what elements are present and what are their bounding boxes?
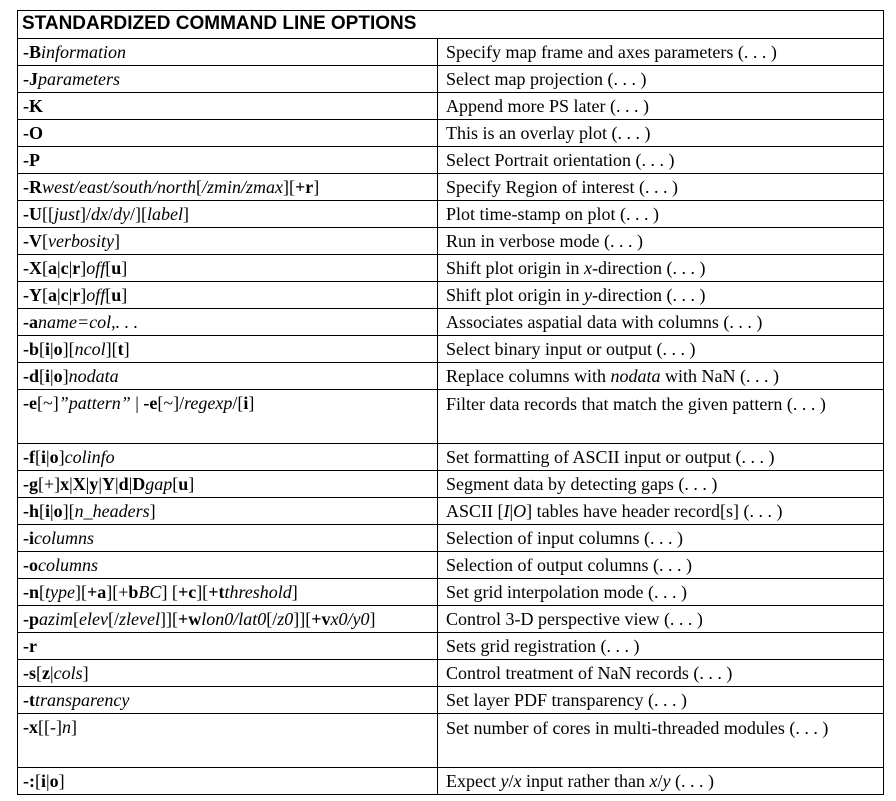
option-cell-fragment: t — [117, 339, 124, 359]
table-row — [18, 201, 884, 228]
option-cell-fragment: zlevel — [119, 609, 160, 629]
description-cell-fragment: x — [649, 771, 658, 791]
option-cell-fragment: parameters — [38, 69, 120, 89]
option-cell-fragment: ] [ — [161, 582, 178, 602]
description-cell-fragment: ASCII [ — [446, 501, 504, 521]
option-cell-fragment: -J — [23, 69, 38, 89]
table-row — [18, 66, 884, 93]
description-cell-fragment: y — [584, 285, 593, 305]
option-cell-fragment: gap — [145, 474, 173, 494]
description-cell-fragment: Select binary input or output (. . . ) — [446, 339, 696, 359]
description-cell-fragment: This is an overlay plot (. . . ) — [446, 123, 651, 143]
option-cell-fragment: columns — [38, 555, 98, 575]
option-cell-fragment: | — [68, 258, 73, 278]
option-cell-fragment: ] — [248, 393, 255, 413]
option-cell-fragment: ] — [183, 204, 190, 224]
option-cell-fragment: ][ — [62, 339, 75, 359]
option-cell-fragment: off — [86, 258, 106, 278]
option-cell-fragment: -p — [23, 609, 40, 629]
option-cell-fragment: / — [108, 204, 114, 224]
option-cell-fragment: u — [178, 474, 189, 494]
table-header-row — [18, 11, 884, 39]
option-cell-fragment: +t — [208, 582, 225, 602]
option-cell-fragment: /[ — [232, 393, 244, 413]
option-cell-fragment: -i — [23, 528, 34, 548]
description-cell — [438, 525, 884, 552]
description-cell-fragment: input rather than — [521, 771, 650, 791]
option-cell-fragment: i — [41, 771, 47, 791]
option-cell-fragment: verbosity — [48, 231, 114, 251]
description-cell-fragment: Selection of input columns (. . . ) — [446, 528, 683, 548]
option-cell-fragment: ”pattern” — [58, 393, 131, 413]
option-cell-fragment: ][ — [196, 582, 209, 602]
option-cell-fragment: ] — [70, 717, 77, 737]
option-cell-fragment: -n — [23, 582, 40, 602]
option-cell-fragment: ][ — [62, 501, 75, 521]
option-cell — [18, 552, 438, 579]
option-cell-fragment: ] — [80, 258, 87, 278]
option-cell — [18, 498, 438, 525]
option-cell — [18, 363, 438, 390]
description-cell — [438, 39, 884, 66]
description-cell-fragment: Associates aspatial data with columns (. . . ) — [446, 312, 763, 332]
option-cell-fragment: o — [53, 501, 63, 521]
option-cell-fragment: | — [68, 285, 73, 305]
option-cell-fragment: | — [114, 474, 119, 494]
option-cell-fragment: dy — [113, 204, 131, 224]
option-cell-fragment: [ — [42, 258, 48, 278]
option-cell-fragment: elev — [79, 609, 108, 629]
option-cell-fragment: /zmin/zmax — [202, 177, 284, 197]
description-cell — [438, 228, 884, 255]
option-cell-fragment: x0/y0 — [330, 609, 370, 629]
option-cell-fragment: D — [132, 474, 146, 494]
options-table-container — [17, 10, 883, 795]
option-cell-fragment: u — [111, 258, 122, 278]
option-cell-fragment: ] — [58, 771, 65, 791]
table-row — [18, 147, 884, 174]
option-cell-fragment: -B — [23, 42, 41, 62]
option-cell-fragment: i — [45, 339, 51, 359]
option-cell-fragment: -Y — [23, 285, 42, 305]
option-cell-fragment: nodata — [68, 366, 119, 386]
description-cell-fragment: Specify map frame and axes parameters (. . . ) — [446, 42, 777, 62]
option-cell-fragment: ] — [121, 258, 128, 278]
table-row — [18, 714, 884, 768]
option-cell-fragment: -K — [23, 96, 43, 116]
option-cell-fragment: c — [60, 258, 69, 278]
description-cell-fragment: Control treatment of NaN records (. . . ) — [446, 663, 733, 683]
table-row — [18, 390, 884, 444]
description-cell-fragment: Select map projection (. . . ) — [446, 69, 647, 89]
description-cell-fragment: x — [513, 771, 522, 791]
option-cell-fragment: [ — [172, 474, 179, 494]
option-cell-fragment: regexp — [184, 393, 233, 413]
option-cell — [18, 471, 438, 498]
description-cell-fragment: Filter data records that match the given pattern (. . . ) — [446, 394, 826, 414]
option-cell-fragment: name=col,. . . — [38, 312, 139, 332]
option-cell — [18, 255, 438, 282]
table-row — [18, 525, 884, 552]
option-cell-fragment: ] — [149, 501, 156, 521]
table-title: STANDARDIZED COMMAND LINE OPTIONS — [18, 11, 884, 39]
option-cell-fragment: o — [53, 339, 63, 359]
description-cell — [438, 201, 884, 228]
option-cell-fragment: dx — [91, 204, 109, 224]
description-cell-fragment: O — [513, 501, 527, 521]
option-cell-fragment: n — [61, 717, 71, 737]
option-cell-fragment: y — [89, 474, 99, 494]
option-cell — [18, 93, 438, 120]
option-cell — [18, 309, 438, 336]
description-cell-fragment: with NaN (. . . ) — [660, 366, 779, 386]
option-cell — [18, 39, 438, 66]
option-cell-fragment: [ — [39, 501, 46, 521]
option-cell-fragment: ] — [123, 339, 130, 359]
option-cell-fragment: -U — [23, 204, 42, 224]
option-cell-fragment: | — [50, 501, 54, 521]
option-cell-fragment: +a — [87, 582, 107, 602]
option-cell-fragment: azim — [39, 609, 74, 629]
option-cell-fragment: X — [72, 474, 86, 494]
description-cell-fragment: -direction (. . . ) — [592, 285, 706, 305]
option-cell-fragment: -o — [23, 555, 38, 575]
table-row — [18, 471, 884, 498]
description-cell-fragment: (. . . ) — [670, 771, 714, 791]
option-cell-fragment: +v — [311, 609, 331, 629]
option-cell-fragment: -h — [23, 501, 40, 521]
option-cell-fragment: -f — [23, 447, 35, 467]
description-cell — [438, 606, 884, 633]
option-cell — [18, 444, 438, 471]
option-cell-fragment: west/east/south/north — [42, 177, 197, 197]
description-cell — [438, 174, 884, 201]
description-cell — [438, 687, 884, 714]
option-cell-fragment: [ — [42, 231, 48, 251]
option-cell-fragment: | — [50, 366, 54, 386]
option-cell-fragment: ] — [313, 177, 320, 197]
option-cell-fragment: u — [111, 285, 122, 305]
option-cell-fragment: ][ — [283, 177, 296, 197]
description-cell — [438, 390, 884, 444]
option-cell-fragment: ]][ — [293, 609, 312, 629]
description-cell-fragment: Shift plot origin in — [446, 285, 585, 305]
description-cell-fragment: / — [657, 771, 663, 791]
description-cell-fragment: Run in verbose mode (. . . ) — [446, 231, 643, 251]
description-cell-fragment: x — [584, 258, 593, 278]
description-cell-fragment: nodata — [610, 366, 661, 386]
description-cell-fragment: y — [500, 771, 509, 791]
description-cell — [438, 633, 884, 660]
option-cell-fragment: colinfo — [64, 447, 115, 467]
option-cell-fragment: n_headers — [74, 501, 150, 521]
table-row — [18, 660, 884, 687]
option-cell-fragment: | — [85, 474, 90, 494]
option-cell-fragment: -e — [143, 393, 158, 413]
option-cell — [18, 579, 438, 606]
table-row — [18, 120, 884, 147]
table-row — [18, 444, 884, 471]
option-cell-fragment: r — [72, 285, 81, 305]
option-cell-fragment: [ — [35, 771, 41, 791]
option-cell-fragment: ] — [113, 231, 120, 251]
options-table — [17, 10, 884, 795]
option-cell-fragment: label — [147, 204, 184, 224]
description-cell-fragment: Sets grid registration (. . . ) — [446, 636, 640, 656]
option-cell-fragment: -t — [23, 690, 35, 710]
option-cell-fragment: ] — [369, 609, 376, 629]
option-cell — [18, 282, 438, 309]
option-cell-fragment: transparency — [35, 690, 130, 710]
option-cell — [18, 120, 438, 147]
table-row — [18, 768, 884, 795]
option-cell — [18, 174, 438, 201]
option-cell-fragment: [/ — [266, 609, 278, 629]
option-cell-fragment: [~]/ — [157, 393, 185, 413]
option-cell-fragment: -d — [23, 366, 40, 386]
option-cell-fragment: -X — [23, 258, 42, 278]
table-row — [18, 282, 884, 309]
description-cell-fragment: y — [662, 771, 671, 791]
option-cell-fragment: ] — [121, 285, 128, 305]
option-cell-fragment: [[ — [42, 204, 54, 224]
description-cell — [438, 498, 884, 525]
description-cell-fragment: Expect — [446, 771, 501, 791]
description-cell — [438, 336, 884, 363]
option-cell-fragment: -: — [23, 771, 35, 791]
option-cell — [18, 66, 438, 93]
description-cell-fragment: Selection of output columns (. . . ) — [446, 555, 692, 575]
option-cell-fragment: c — [60, 285, 69, 305]
description-cell-fragment: Set layer PDF transparency (. . . ) — [446, 690, 687, 710]
option-cell-fragment: +c — [177, 582, 197, 602]
description-cell — [438, 471, 884, 498]
description-cell — [438, 552, 884, 579]
option-cell-fragment: | — [50, 339, 54, 359]
table-row — [18, 336, 884, 363]
option-cell-fragment: z0 — [277, 609, 294, 629]
description-cell-fragment: ] tables have header record[s] (. . . ) — [526, 501, 783, 521]
option-cell-fragment: | — [46, 447, 50, 467]
option-cell-fragment: [ — [39, 366, 46, 386]
description-cell — [438, 282, 884, 309]
option-cell — [18, 714, 438, 768]
option-cell-fragment: x — [60, 474, 70, 494]
option-cell-fragment: ] — [62, 366, 69, 386]
option-cell-fragment: type — [45, 582, 75, 602]
option-cell-fragment: [+] — [38, 474, 61, 494]
option-cell-fragment: -V — [23, 231, 42, 251]
description-cell — [438, 255, 884, 282]
option-cell-fragment: ] — [58, 447, 65, 467]
description-cell-fragment: Select Portrait orientation (. . . ) — [446, 150, 675, 170]
option-cell-fragment: -r — [23, 636, 37, 656]
option-cell-fragment: r — [72, 258, 81, 278]
description-cell-fragment: Segment data by detecting gaps (. . . ) — [446, 474, 718, 494]
option-cell — [18, 768, 438, 795]
option-cell-fragment: ]/ — [80, 204, 92, 224]
description-cell — [438, 309, 884, 336]
table-row — [18, 579, 884, 606]
option-cell-fragment: [/ — [108, 609, 119, 629]
option-cell-fragment: a — [48, 285, 57, 305]
option-cell-fragment: /][ — [130, 204, 148, 224]
option-cell — [18, 228, 438, 255]
option-cell-fragment: ] — [188, 474, 195, 494]
option-cell-fragment: ][ — [105, 339, 118, 359]
option-cell — [18, 390, 438, 444]
option-cell-fragment: | — [128, 474, 133, 494]
option-cell-fragment: -s — [23, 663, 36, 683]
description-cell — [438, 768, 884, 795]
description-cell-fragment: Control 3-D perspective view (. . . ) — [446, 609, 703, 629]
option-cell-fragment: -b — [23, 339, 40, 359]
table-row — [18, 363, 884, 390]
description-cell-fragment: / — [508, 771, 514, 791]
table-row — [18, 633, 884, 660]
option-cell-fragment: i — [45, 366, 51, 386]
option-cell — [18, 201, 438, 228]
option-cell-fragment: ]][ — [159, 609, 178, 629]
option-cell-fragment: | — [57, 285, 61, 305]
option-cell-fragment: [ — [39, 339, 46, 359]
description-cell-fragment: -direction (. . . ) — [592, 258, 706, 278]
description-cell-fragment: Replace columns with — [446, 366, 611, 386]
option-cell-fragment: a — [48, 258, 57, 278]
option-cell-fragment: i — [45, 501, 51, 521]
description-cell-fragment: I — [503, 501, 510, 521]
table-row — [18, 606, 884, 633]
table-row — [18, 228, 884, 255]
option-cell-fragment: b — [128, 582, 139, 602]
option-cell-fragment: i — [243, 393, 249, 413]
option-cell-fragment: ncol — [74, 339, 106, 359]
option-cell-fragment: d — [118, 474, 129, 494]
description-cell — [438, 120, 884, 147]
option-cell-fragment: BC — [138, 582, 162, 602]
option-cell-fragment: [ — [36, 663, 42, 683]
option-cell-fragment: cols — [53, 663, 83, 683]
description-cell — [438, 714, 884, 768]
option-cell-fragment: +w — [177, 609, 202, 629]
option-cell-fragment: ] — [82, 663, 89, 683]
option-cell-fragment: | — [69, 474, 73, 494]
description-cell-fragment: Specify Region of interest (. . . ) — [446, 177, 678, 197]
description-cell-fragment: Plot time-stamp on plot (. . . ) — [446, 204, 659, 224]
table-row — [18, 174, 884, 201]
description-cell-fragment: Append more PS later (. . . ) — [446, 96, 649, 116]
description-cell-fragment: Set number of cores in multi-threaded modules (. . . ) — [446, 718, 829, 738]
option-cell — [18, 147, 438, 174]
option-cell-fragment: [ — [39, 582, 46, 602]
option-cell-fragment: [ — [105, 285, 112, 305]
option-cell-fragment: [ — [42, 285, 48, 305]
option-cell-fragment: just — [54, 204, 81, 224]
option-cell-fragment: -a — [23, 312, 38, 332]
option-cell-fragment: i — [41, 447, 47, 467]
option-cell — [18, 525, 438, 552]
option-cell-fragment: ][ — [75, 582, 87, 602]
option-cell-fragment: [ — [35, 447, 41, 467]
description-cell — [438, 66, 884, 93]
option-cell-fragment: [ — [73, 609, 80, 629]
description-cell — [438, 579, 884, 606]
option-cell-fragment: off — [86, 285, 106, 305]
option-cell — [18, 633, 438, 660]
option-cell-fragment: +r — [295, 177, 314, 197]
option-cell — [18, 606, 438, 633]
option-cell-fragment: -g — [23, 474, 38, 494]
option-cell-fragment: | — [50, 663, 54, 683]
option-cell-fragment: threshold — [224, 582, 292, 602]
option-cell-fragment: o — [49, 771, 59, 791]
option-cell-fragment: o — [49, 447, 59, 467]
option-cell-fragment: -e — [23, 393, 37, 413]
option-cell-fragment: ] — [80, 285, 87, 305]
option-cell-fragment: o — [53, 366, 63, 386]
option-cell — [18, 660, 438, 687]
option-cell-fragment: -O — [23, 123, 43, 143]
table-row — [18, 309, 884, 336]
table-row — [18, 552, 884, 579]
option-cell-fragment: -P — [23, 150, 40, 170]
table-body — [18, 39, 884, 795]
description-cell-fragment: Set grid interpolation mode (. . . ) — [446, 582, 687, 602]
description-cell — [438, 363, 884, 390]
table-row — [18, 255, 884, 282]
table-row — [18, 39, 884, 66]
option-cell-fragment: Y — [101, 474, 115, 494]
option-cell — [18, 687, 438, 714]
option-cell-fragment: information — [41, 42, 127, 62]
option-cell-fragment: | — [98, 474, 102, 494]
option-cell-fragment: columns — [34, 528, 94, 548]
option-cell-fragment: z — [42, 663, 50, 683]
option-cell-fragment: | — [130, 393, 144, 413]
table-row — [18, 498, 884, 525]
description-cell-fragment: Shift plot origin in — [446, 258, 585, 278]
description-cell — [438, 93, 884, 120]
option-cell-fragment: [ — [105, 258, 112, 278]
table-row — [18, 93, 884, 120]
option-cell-fragment: | — [57, 258, 61, 278]
option-cell-fragment: ] — [291, 582, 298, 602]
option-cell-fragment: -R — [23, 177, 42, 197]
description-cell — [438, 147, 884, 174]
option-cell-fragment: [ — [196, 177, 203, 197]
option-cell-fragment: | — [46, 771, 50, 791]
description-cell-fragment: Set formatting of ASCII input or output (. . . ) — [446, 447, 775, 467]
option-cell-fragment: [[-] — [38, 717, 62, 737]
description-cell-fragment: | — [509, 501, 514, 521]
option-cell-fragment: ][+ — [106, 582, 129, 602]
option-cell — [18, 336, 438, 363]
description-cell — [438, 660, 884, 687]
option-cell-fragment: [~] — [36, 393, 59, 413]
option-cell-fragment: -x — [23, 717, 38, 737]
description-cell — [438, 444, 884, 471]
table-row — [18, 687, 884, 714]
option-cell-fragment: lon0/lat0 — [201, 609, 267, 629]
